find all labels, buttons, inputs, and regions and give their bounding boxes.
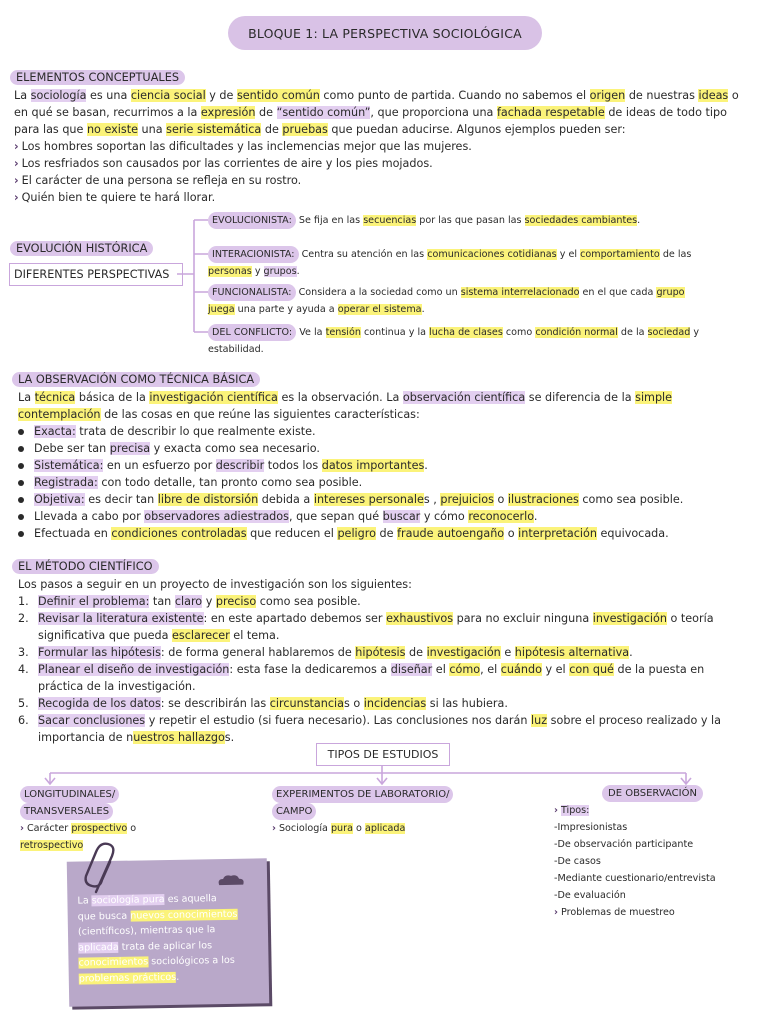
tipo-longitudinales: LONGITUDINALES/ TRANSVERSALES › Carácter prospectivo o retrospectivo (20, 786, 220, 854)
highlight-yellow: problemas prácticos (78, 971, 177, 985)
highlight-purple: Definir el problema: (38, 595, 150, 608)
metodo-step: 3. Formular las hipótesis: de forma general hablaremos de hipótesis de investigación e hipótesis alternativa. (18, 646, 633, 659)
example-item: › El carácter de una persona se refleja en su rostro. (14, 174, 302, 187)
highlight-yellow: conocimientos (78, 956, 149, 969)
chevron-right-icon: › (14, 157, 19, 170)
perspectiva-funcionalista: FUNCIONALISTA: Considera a la sociedad como un sistema interrelacionado en el que cada grupo juega una parte y ayuda a operar el sistema. (208, 284, 728, 318)
highlight-purple: Recogida de los datos (38, 697, 161, 710)
bullet-icon (18, 446, 24, 452)
rich-line: para las que no existe una serie sistemática de pruebas que puedan aducirse. Algunos ejemplos pueden ser: (14, 123, 626, 136)
bullet-icon (18, 480, 24, 486)
section-heading-elementos: ELEMENTOS CONCEPTUALES (10, 70, 185, 85)
highlight-yellow: retrospectivo (20, 840, 84, 851)
observacion-block: La técnica básica de la investigación científica es la observación. La observación científica se diferencia de la simple contemplación de las cosas en que reúne las siguientes características: Exacta: trata de describir lo que realmente existe. Debe ser tan precisa y exacta como sea necesario. Sistemática: en un esfuerzo por describir todos los datos importantes. Registrada: con todo detalle, tan pronto como sea posible. Objetiva: es decir tan libre de distorsión debida a intereses personales , prejuicios o ilustraciones como sea posible. Llevada a cabo por observadores adiestrados, que sepan qué buscar y cómo reconocerlo. Efectuada en condiciones controladas que reducen el peligro de fraude autoengaño o interpretación equivocada. (18, 389, 758, 542)
highlight-yellow: ciencia social (130, 89, 206, 102)
chevron-right-icon: › (14, 191, 19, 204)
metodo-step: 5. Recogida de los datos: se describirán las circunstancias o incidencias si las hubiera. (18, 697, 508, 710)
note-text: La sociología pura es aquella que busca nuevos conocimientos (científicos), mientras que la aplicada trata de aplicar los conocimientos sociológicos a los problemas prácticos. (77, 893, 238, 985)
highlight-purple: aplicada (78, 941, 119, 954)
dash-icon: - (554, 822, 558, 833)
highlight-yellow: comportamiento (580, 249, 660, 260)
highlight-yellow: expresión (200, 106, 256, 119)
highlight-yellow: sentido común (236, 89, 320, 102)
dash-icon: - (554, 873, 558, 884)
highlight-yellow: cuándo (500, 663, 542, 676)
perspectiva-interacionista: INTERACIONISTA: Centra su atención en las comunicaciones cotidianas y el comportamiento de las personas y grupos. (208, 246, 728, 280)
highlight-yellow: investigación científica (149, 391, 278, 404)
bullet-icon (18, 531, 24, 537)
highlight-purple: Sistemática: (34, 459, 104, 472)
highlight-purple: buscar (382, 510, 421, 523)
section-heading-observacion: LA OBSERVACIÓN COMO TÉCNICA BÁSICA (12, 372, 260, 387)
highlight-yellow: interpretación (518, 527, 597, 540)
bullet-icon (18, 463, 24, 469)
section-heading-metodo: EL MÉTODO CIENTÍFICO (12, 559, 159, 574)
highlight-yellow: cómo (449, 663, 481, 676)
perspectivas-bracket (176, 210, 210, 340)
observacion-item: Registrada: con todo detalle, tan pronto como sea posible. (18, 474, 758, 491)
highlight-purple: observadores adiestrados (144, 510, 289, 523)
highlight-yellow: luz (531, 714, 548, 727)
highlight-yellow: datos importantes (321, 459, 425, 472)
highlight-purple: Formular las hipótesis (38, 646, 161, 659)
highlight-yellow: ilustraciones (507, 493, 579, 506)
highlight-yellow: aplicada (364, 823, 406, 834)
paperclip-icon (80, 840, 116, 896)
highlight-yellow: fachada respetable (496, 106, 605, 119)
rich-line: en qué se basan, recurrimos a la expresión de “sentido común”, que proporciona una fachada respetable de ideas de todo tipo (14, 106, 727, 119)
highlight-yellow: sistema interrelacionado (460, 287, 580, 298)
tipos-connector (40, 765, 700, 787)
highlight-purple: Objetiva: (34, 493, 85, 506)
highlight-yellow: prejuicios (440, 493, 494, 506)
rich-line: La sociología es una ciencia social y de sentido común como punto de partida. Cuando no sabemos el origen de nuestras ideas o (14, 89, 739, 102)
highlight-yellow: investigación (592, 612, 667, 625)
chevron-right-icon: › (14, 140, 19, 153)
highlight-yellow: condiciones controladas (111, 527, 247, 540)
highlight-yellow: pura (330, 823, 353, 834)
highlight-purple: grupos (263, 266, 297, 277)
metodo-step: 4. Planear el diseño de investigación: esta fase la dedicaremos a diseñar el cómo, el cuándo y el con qué de la puesta en (18, 663, 705, 676)
highlight-purple: Revisar la literatura existente (38, 612, 204, 625)
chevron-right-icon: › (20, 823, 24, 834)
highlight-yellow: intereses personale (313, 493, 424, 506)
highlight-purple: diseñar (390, 663, 433, 676)
highlight-yellow: fraude autoengaño (397, 527, 505, 540)
perspectiva-evolucionista: EVOLUCIONISTA: Se fija en las secuencias por las que pasan las sociedades cambiantes. (208, 212, 728, 229)
highlight-yellow: secuencias (363, 215, 417, 226)
highlight-yellow: personas (208, 266, 252, 277)
bullet-icon (18, 429, 24, 435)
chevron-right-icon: › (554, 907, 558, 918)
highlight-yellow: grupo (656, 287, 685, 298)
highlight-yellow: comunicaciones cotidianas (427, 249, 557, 260)
highlight-purple: observación científica (402, 391, 526, 404)
example-item: › Los hombres soportan las dificultades y las inclemencias mejor que las mujeres. (14, 140, 472, 153)
tipos-box: TIPOS DE ESTUDIOS (316, 743, 450, 766)
highlight-yellow: origen (589, 89, 626, 102)
highlight-purple: Sacar conclusiones (38, 714, 146, 727)
highlight-yellow: ideas (698, 89, 729, 102)
highlight-yellow: nuevos conocimientos (130, 908, 238, 922)
chevron-right-icon: › (272, 823, 276, 834)
highlight-yellow: contemplación (18, 408, 101, 421)
observacion-item: Sistemática: en un esfuerzo por describir todos los datos importantes. (18, 457, 758, 474)
highlight-purple: sociología pura (91, 894, 165, 907)
highlight-yellow: investigación (426, 646, 501, 659)
highlight-yellow: con qué (569, 663, 614, 676)
elementos-paragraph (14, 87, 754, 206)
highlight-yellow: esclarecer (172, 629, 230, 642)
tipo-observacion: DE OBSERVACIÓN › Tipos: -Impresionistas -De observación participante -De casos -Mediante cuestionario/entrevista -De evaluación › Problemas de muestreo (554, 785, 764, 921)
dash-icon: - (554, 856, 558, 867)
highlight-yellow: peligro (337, 527, 376, 540)
metodo-step: 6. Sacar conclusiones y repetir el estudio (si fuera necesario). Las conclusiones nos darán luz sobre el proceso realizado y la (18, 714, 722, 727)
highlight-yellow: hipótesis alternativa (514, 646, 630, 659)
highlight-purple: describir (215, 459, 265, 472)
highlight-yellow: serie sistemática (166, 123, 262, 136)
highlight-yellow: juega (208, 304, 235, 315)
dash-icon: - (554, 890, 558, 901)
highlight-yellow: técnica (34, 391, 76, 404)
highlight-yellow: exhaustivos (386, 612, 454, 625)
highlight-purple: Exacta: (34, 425, 76, 438)
highlight-purple: sociología (30, 89, 87, 102)
highlight-yellow: simple (635, 391, 673, 404)
highlight-yellow: libre de distorsión (157, 493, 259, 506)
observacion-item: Objetiva: es decir tan libre de distorsión debida a intereses personales , prejuicios o ilustraciones como sea posible. (18, 491, 758, 508)
observacion-item: Efectuada en condiciones controladas que reducen el peligro de fraude autoengaño o interpretación equivocada. (18, 525, 758, 542)
highlight-purple: “sentido común” (276, 106, 371, 119)
highlight-purple: Registrada: (34, 476, 98, 489)
highlight-yellow: no existe (86, 123, 138, 136)
highlight-yellow: pruebas (282, 123, 328, 136)
observacion-item: Exacta: trata de describir lo que realmente existe. (18, 423, 758, 440)
perspectivas-box: DIFERENTES PERSPECTIVAS (9, 263, 183, 286)
highlight-yellow: preciso (215, 595, 257, 608)
highlight-purple: precisa (109, 442, 151, 455)
highlight-yellow: sociedades cambiantes (524, 215, 638, 226)
highlight-yellow: incidencias (363, 697, 427, 710)
highlight-yellow: tensión (325, 327, 361, 338)
section-heading-evolucion: EVOLUCIÓN HISTÓRICA (10, 241, 153, 256)
observacion-item: Llevada a cabo por observadores adiestrados, que sepan qué buscar y cómo reconocerlo. (18, 508, 758, 525)
highlight-yellow: prospectivo (71, 823, 128, 834)
example-item: › Los resfriados son causados por las corrientes de aire y los pies mojados. (14, 157, 433, 170)
highlight-yellow: hipótesis (355, 646, 406, 659)
chevron-right-icon: › (554, 805, 558, 816)
highlight-yellow: operar el sistema (337, 304, 422, 315)
metodo-step: 1. Definir el problema: tan claro y preciso como sea posible. (18, 595, 361, 608)
highlight-yellow: reconocerlo (468, 510, 534, 523)
metodo-step: 2. Revisar la literatura existente: en este apartado debemos ser exhaustivos para no excluir ninguna investigación o teoría (18, 612, 714, 625)
chevron-right-icon: › (14, 174, 19, 187)
dash-icon: - (554, 839, 558, 850)
bullet-icon (18, 497, 24, 503)
highlight-yellow: lucha de clases (429, 327, 503, 338)
highlight-purple: claro (174, 595, 203, 608)
perspectiva-conflicto: DEL CONFLICTO: Ve la tensión continua y la lucha de clases como condición normal de la sociedad y estabilidad. (208, 324, 728, 358)
example-item: › Quién bien te quiere te hará llorar. (14, 191, 216, 204)
observacion-item: Debe ser tan precisa y exacta como sea necesario. (18, 440, 758, 457)
bullet-icon (18, 514, 24, 520)
metodo-block: Los pasos a seguir en un proyecto de investigación son los siguientes: 1. Definir el problema: tan claro y preciso como sea posible. 2. Revisar la literatura existente: en este apartado debemos ser exhaustivos para no excluir ninguna investigación o teoría significativa que pueda esclarecer el tema. 3. Formular las hipótesis: de forma general hablaremos de hipótesis de investigación e hipótesis alternativa. 4. Planear el diseño de investigación: esta fase la dedicaremos a diseñar el cómo, el cuándo y el con qué de la puesta en práctica de la investigación. 5. Recogida de los datos: se describirán las circunstancias o incidencias si las hubiera. 6. Sacar conclusiones y repetir el estudio (si fuera necesario). Las conclusiones nos darán luz sobre el proceso realizado y la importancia de nuestros hallazgos. (18, 576, 758, 746)
page-title: BLOQUE 1: LA PERSPECTIVA SOCIOLÓGICA (228, 16, 542, 50)
highlight-yellow: circunstancia (269, 697, 344, 710)
cloud-icon (215, 873, 247, 888)
tipo-experimentos: EXPERIMENTOS DE LABORATORIO/ CAMPO › Sociología pura o aplicada (272, 786, 512, 837)
highlight-yellow: sociedad (647, 327, 691, 338)
highlight-yellow: uestros hallazgo (133, 731, 225, 744)
highlight-purple: Planear el diseño de investigación (38, 663, 230, 676)
highlight-yellow: condición normal (535, 327, 618, 338)
